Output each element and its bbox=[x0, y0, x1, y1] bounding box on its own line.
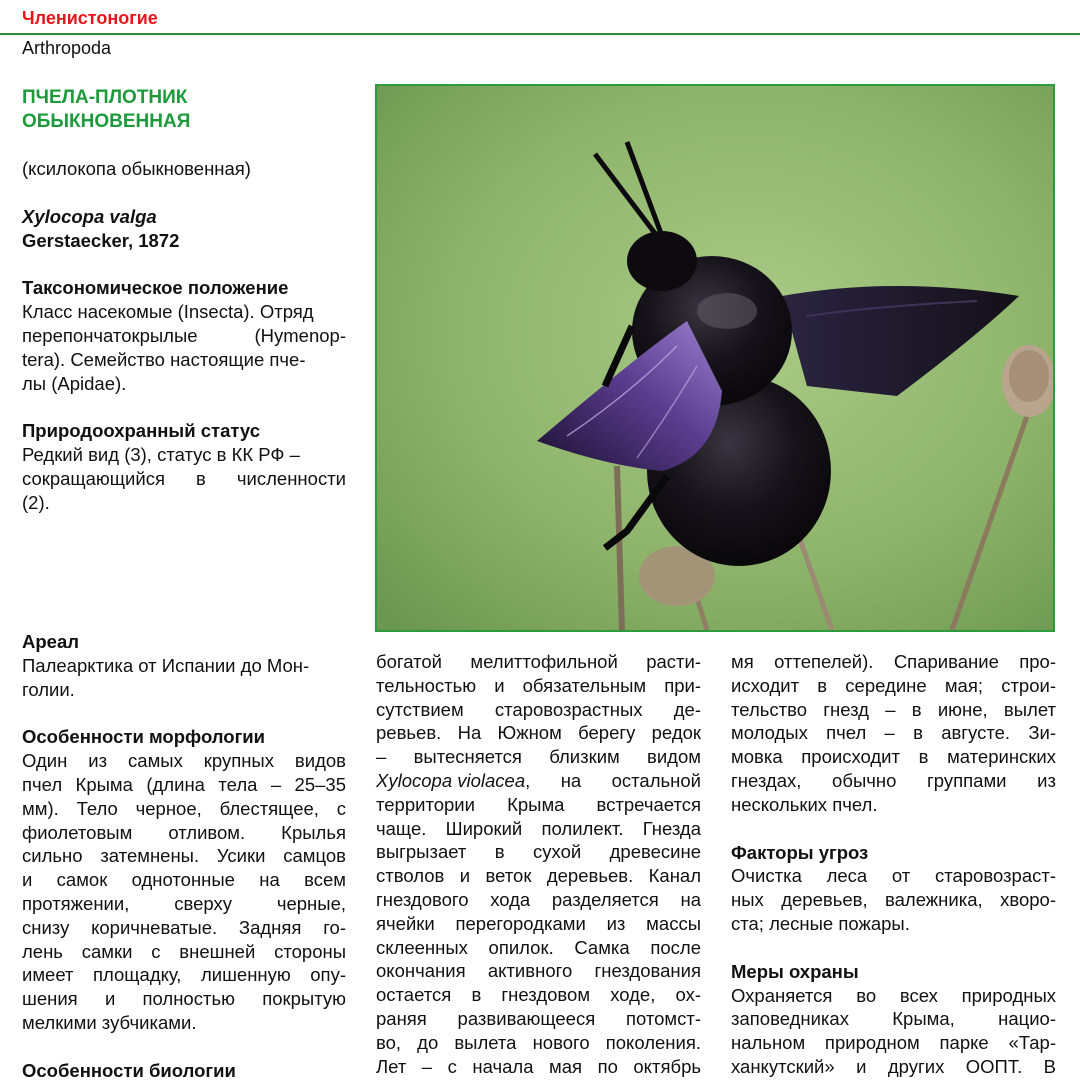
text-line: остается в гнездовом ходе, ох- bbox=[376, 984, 701, 1006]
text-line: лень самки с внешней стороны bbox=[22, 940, 346, 962]
text-line: – вытесняется близким видом bbox=[376, 746, 701, 768]
text-line: Класс насекомые (Insecta). Отряд bbox=[22, 301, 314, 323]
right-column bbox=[731, 650, 1056, 1079]
text-line: имеет площадку, лишенную опу- bbox=[22, 964, 346, 986]
text-fragment: , на остальной bbox=[525, 769, 701, 791]
text-line: голии. bbox=[22, 678, 75, 700]
middle-column bbox=[376, 650, 701, 1078]
text-line: ста; лесные пожары. bbox=[731, 912, 910, 934]
text-line: мм). Тело черное, блестящее, с bbox=[22, 797, 346, 819]
species-author: Gerstaecker, 1872 bbox=[22, 229, 180, 251]
status-heading: Природоохранный статус bbox=[22, 420, 261, 442]
status-text bbox=[22, 443, 346, 514]
text-line: тельство гнезд – в июне, вылет bbox=[731, 698, 1056, 720]
text-line: ревьев. На Южном берегу редок bbox=[376, 722, 701, 744]
text-line: и самок однотонные на всем bbox=[22, 869, 346, 891]
category-latin: Arthropoda bbox=[22, 38, 112, 58]
text-line: пчел Крыма (длина тела – 25–35 bbox=[22, 773, 346, 795]
text-line: раняя развивающееся потомст- bbox=[376, 1007, 701, 1029]
text-line: ячейки перегородками из массы bbox=[376, 912, 701, 934]
text-line: Охраняется во всех природных bbox=[731, 984, 1056, 1006]
text-line: протяжении, сверху черные, bbox=[22, 892, 346, 914]
text-line: во, до вылета нового поколения. bbox=[376, 1031, 701, 1053]
morphology-text bbox=[22, 749, 346, 1035]
text-line: мя оттепелей). Спаривание про- bbox=[731, 651, 1056, 672]
biology-heading: Особенности биологии bbox=[22, 1059, 236, 1081]
text-line: перепончатокрылые (Hymenop- bbox=[22, 324, 346, 346]
taxonomy-heading: Таксономическое положение bbox=[22, 277, 289, 299]
taxonomy-text bbox=[22, 300, 346, 395]
species-title-line1: ПЧЕЛА-ПЛОТНИК bbox=[22, 87, 188, 108]
text-line: исходит в середине мая; строи- bbox=[731, 674, 1056, 696]
text-line: tera). Семейство настоящие пче- bbox=[22, 348, 306, 370]
range-heading: Ареал bbox=[22, 631, 79, 652]
text-line: сутствием старовозрастных де- bbox=[376, 698, 701, 720]
text-line bbox=[376, 769, 701, 793]
carpenter-bee-image bbox=[377, 86, 1053, 630]
category-title: Членистоногие bbox=[22, 8, 158, 28]
text-line: Один из самых крупных видов bbox=[22, 750, 346, 772]
text-line: ных деревьев, валежника, хворо- bbox=[731, 889, 1056, 911]
text-line: нальном природном парке «Тар- bbox=[731, 1032, 1056, 1054]
text-line: территории Крыма встречается bbox=[376, 793, 701, 815]
species-ref: Xylocopa violacea bbox=[376, 769, 526, 791]
text-line: Палеарктика от Испании до Мон- bbox=[22, 654, 310, 676]
text-line: склеенных опилок. Самка после bbox=[376, 936, 701, 958]
species-header bbox=[22, 86, 346, 515]
header-divider bbox=[0, 33, 1080, 35]
text-line: молодых пчел – в августе. Зи- bbox=[731, 722, 1056, 744]
left-lower-column bbox=[22, 630, 346, 1083]
text-line: ханкутский» и других ООПТ. В bbox=[731, 1055, 1056, 1077]
species-latin-name: Xylocopa valga bbox=[22, 205, 157, 227]
text-line: мелкими зубчиками. bbox=[22, 1011, 197, 1033]
text-line: стволов и веток деревьев. Канал bbox=[376, 865, 701, 887]
text-line: гнездах, обычно группами из bbox=[731, 769, 1056, 791]
text-line: заповедниках Крыма, нацио- bbox=[731, 1008, 1056, 1030]
text-line: нескольких пчел. bbox=[731, 793, 878, 815]
species-alt-name: (ксилокопа обыкновенная) bbox=[22, 158, 251, 179]
text-line: мовка происходит в материнских bbox=[731, 746, 1056, 768]
threats-heading: Факторы угроз bbox=[731, 841, 869, 863]
text-line: снизу коричневатые. Задняя го- bbox=[22, 916, 346, 938]
text-line: шения и полностью покрытую bbox=[22, 988, 346, 1010]
protection-heading: Меры охраны bbox=[731, 960, 859, 982]
text-line: сокращающийся в численности bbox=[22, 467, 346, 489]
bee-photo bbox=[375, 84, 1055, 632]
text-line: лы (Apidae). bbox=[22, 372, 127, 394]
text-line: чаще. Широкий полилект. Гнезда bbox=[376, 817, 701, 839]
text-line: тельностью и обязательным при- bbox=[376, 674, 701, 696]
text-line: гнездового хода разделяется на bbox=[376, 888, 701, 910]
text-line: богатой мелиттофильной расти- bbox=[376, 651, 701, 672]
morphology-heading: Особенности морфологии bbox=[22, 726, 266, 748]
text-line: Очистка леса от старовозраст- bbox=[731, 865, 1056, 887]
text-line: Лет – с начала мая по октябрь bbox=[376, 1055, 701, 1077]
text-line: выгрызает в сухой древесине bbox=[376, 841, 701, 863]
text-line: окончания активного гнездования bbox=[376, 960, 701, 982]
text-line: сильно затемнены. Усики самцов bbox=[22, 845, 346, 867]
text-line: (2). bbox=[22, 491, 50, 513]
species-title-line2: ОБЫКНОВЕННАЯ bbox=[22, 111, 191, 132]
text-line: фиолетовым отливом. Крылья bbox=[22, 821, 346, 843]
text-line: Редкий вид (3), статус в КК РФ – bbox=[22, 444, 300, 466]
